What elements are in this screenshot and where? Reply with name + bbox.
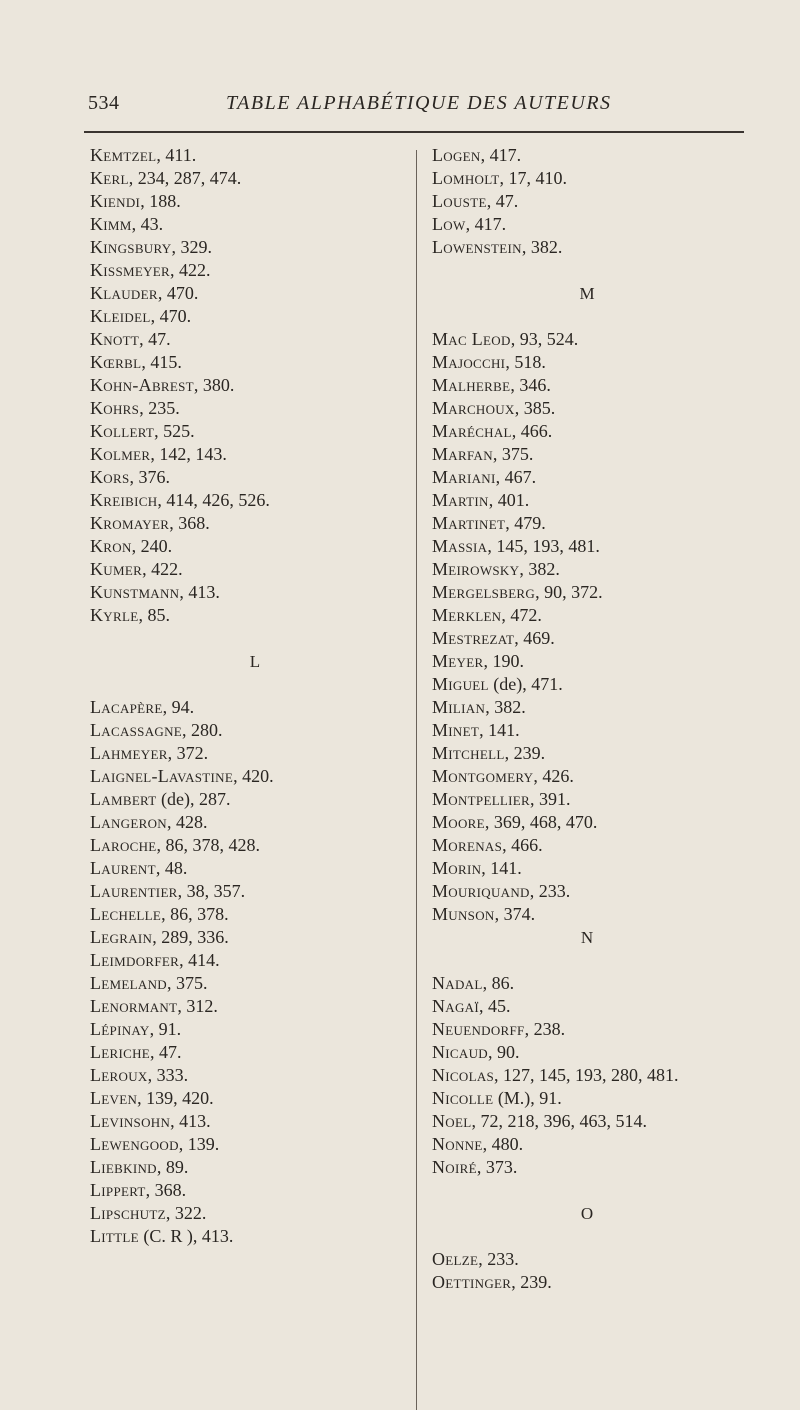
author-name: Langeron [90, 812, 167, 832]
author-name: Morin [432, 858, 482, 878]
index-entry [90, 880, 410, 903]
index-entry [90, 1064, 410, 1087]
index-entry [432, 190, 762, 213]
index-entry [432, 604, 762, 627]
index-entry [432, 972, 762, 995]
page-references: , 47. [486, 191, 519, 211]
index-entry [90, 1202, 410, 1225]
spacer [432, 1225, 762, 1248]
index-entry [90, 466, 410, 489]
index-entry [432, 719, 762, 742]
author-name: Minet [432, 720, 480, 740]
running-title: TABLE ALPHABÉTIQUE DES AUTEURS [226, 92, 612, 114]
page-references: , 420. [233, 766, 274, 786]
index-entry [432, 1248, 762, 1271]
index-entry [432, 765, 762, 788]
index-entry [432, 144, 762, 167]
author-name: Levinsohn [90, 1111, 171, 1131]
index-entry [90, 972, 410, 995]
index-entry [90, 167, 410, 190]
author-name: Lippert [90, 1180, 146, 1200]
author-name: Kohn-Abrest [90, 375, 194, 395]
author-name: Lemeland [90, 973, 167, 993]
author-name: Lewengood [90, 1134, 179, 1154]
page-references: , 518. [505, 352, 546, 372]
author-name: Milian [432, 697, 486, 717]
index-entry [432, 673, 762, 696]
page-references: , 382. [485, 697, 526, 717]
author-name: Legrain [90, 927, 153, 947]
author-name: Lambert [90, 789, 157, 809]
column-divider [416, 150, 417, 1410]
author-name: Kors [90, 467, 130, 487]
author-name: Lenormant [90, 996, 178, 1016]
author-name: Kœrbl [90, 352, 142, 372]
author-name: Lipschutz [90, 1203, 166, 1223]
index-entry [90, 581, 410, 604]
author-name: Lomholt [432, 168, 500, 188]
index-entry [432, 535, 762, 558]
author-name: Kohrs [90, 398, 140, 418]
page-references: , 239. [511, 1272, 552, 1292]
page-references: , 401. [488, 490, 530, 510]
index-entry [90, 374, 410, 397]
author-name: Nicolle [432, 1088, 494, 1108]
index-entry [90, 397, 410, 420]
page-references: , 90, 372. [535, 582, 603, 602]
author-name: Kissmeyer [90, 260, 170, 280]
author-name: Mariani [432, 467, 496, 487]
spacer [432, 949, 762, 972]
author-name: Nagaï [432, 996, 479, 1016]
page-references: , 139. [178, 1134, 220, 1154]
page-references: , 411. [156, 145, 197, 165]
page-references: , 417. [480, 145, 522, 165]
page-references: , 190. [483, 651, 524, 671]
index-entry [432, 328, 762, 351]
index-entry [90, 1087, 410, 1110]
index-entry [432, 627, 762, 650]
author-name: Mergelsberg [432, 582, 536, 602]
page-references: , 47. [150, 1042, 182, 1062]
author-name: Majocchi [432, 352, 506, 372]
author-name: Kollert [90, 421, 155, 441]
index-entry [432, 1271, 762, 1294]
author-name: Oettinger [432, 1272, 512, 1292]
author-name: Meirowsky [432, 559, 520, 579]
author-name: Kromayer [90, 513, 170, 533]
page-references: , 86. [482, 973, 515, 993]
page-references: , 414, 426, 526. [157, 490, 270, 510]
page-references: , 322. [165, 1203, 207, 1223]
index-entry [90, 420, 410, 443]
index-entry [432, 788, 762, 811]
index-entry [90, 742, 410, 765]
page-references: , 375. [166, 973, 208, 993]
index-entry [90, 857, 410, 880]
index-entry [432, 903, 762, 926]
index-entry [432, 834, 762, 857]
page-references: , 470. [157, 283, 199, 303]
page-references: , 372. [167, 743, 209, 763]
page-references: , 333. [147, 1065, 189, 1085]
index-entry [90, 144, 410, 167]
index-entry [90, 305, 410, 328]
page-references: , 238. [524, 1019, 566, 1039]
index-entry [432, 443, 762, 466]
author-name: Noel [432, 1111, 472, 1131]
author-name: Massia [432, 536, 488, 556]
index-entry [432, 1018, 762, 1041]
index-entry [90, 190, 410, 213]
author-name: Lowenstein [432, 237, 522, 257]
author-name: Laignel-Lavastine [90, 766, 234, 786]
author-name: Lépinay [90, 1019, 150, 1039]
author-name: Morenas [432, 835, 503, 855]
index-entry [432, 167, 762, 190]
index-entry [432, 880, 762, 903]
page-references: , 280. [182, 720, 223, 740]
index-entry [90, 1179, 410, 1202]
index-entry [90, 604, 410, 627]
author-name: Kingsbury [90, 237, 172, 257]
spacer [90, 673, 410, 696]
page-references: , 139, 420. [137, 1088, 214, 1108]
index-entry [90, 1110, 410, 1133]
index-entry [90, 788, 410, 811]
index-entry [90, 282, 410, 305]
page-references: , 417. [465, 214, 507, 234]
section-letter: L [249, 652, 261, 671]
author-name: Miguel [432, 674, 489, 694]
index-entry [432, 397, 762, 420]
section-letter: O [580, 1204, 594, 1223]
index-entry [432, 857, 762, 880]
author-name: Martinet [432, 513, 506, 533]
author-name: Kiendi [90, 191, 141, 211]
page-references: , 369, 468, 470. [484, 812, 598, 832]
page-references: , 480. [482, 1134, 524, 1154]
page-references: , 239. [504, 743, 546, 763]
index-entry [90, 535, 410, 558]
index-entry [432, 581, 762, 604]
page-references: , 422. [170, 260, 211, 280]
index-entry [432, 512, 762, 535]
page-references: (M.), 91. [493, 1088, 562, 1108]
index-entry [432, 466, 762, 489]
page-references: (C. R ), 413. [138, 1226, 234, 1246]
author-name: Kemtzel [90, 145, 157, 165]
author-name: Martin [432, 490, 489, 510]
index-entry [90, 1156, 410, 1179]
index-entry [432, 995, 762, 1018]
author-name: Knott [90, 329, 140, 349]
page-references: , 469. [514, 628, 555, 648]
index-entry [90, 1041, 410, 1064]
author-name: Lacassagne [90, 720, 183, 740]
author-name: Louste [432, 191, 487, 211]
page-references: , 426. [533, 766, 574, 786]
page-references: , 188. [140, 191, 181, 211]
page-references: , 48. [155, 858, 188, 878]
author-name: Nicolas [432, 1065, 495, 1085]
page-references: , 86, 378, 428. [156, 835, 261, 855]
index-entry [90, 765, 410, 788]
author-name: Kron [90, 536, 132, 556]
page-references: , 413. [170, 1111, 211, 1131]
spacer [432, 259, 762, 282]
author-name: Noiré [432, 1157, 477, 1177]
page-references: , 368. [145, 1180, 187, 1200]
author-name: Leriche [90, 1042, 151, 1062]
page-references: , 233. [478, 1249, 519, 1269]
index-entry [432, 650, 762, 673]
index-entry [432, 811, 762, 834]
page-references: , 428. [166, 812, 208, 832]
section-letter: M [579, 284, 595, 303]
index-entry [432, 420, 762, 443]
index-entry [432, 1156, 762, 1179]
index-entry [90, 696, 410, 719]
author-name: Kunstmann [90, 582, 180, 602]
page-references: , 380. [193, 375, 235, 395]
page-references: , 415. [141, 352, 182, 372]
page-references: , 346. [510, 375, 551, 395]
index-entry [432, 236, 762, 259]
author-name: Nicaud [432, 1042, 488, 1062]
index-entry [90, 926, 410, 949]
author-name: Laurentier [90, 881, 178, 901]
author-name: Kolmer [90, 444, 151, 464]
spacer [90, 627, 410, 650]
index-entry [432, 489, 762, 512]
author-name: Mouriquand [432, 881, 530, 901]
index-entry [90, 949, 410, 972]
author-name: Montgomery [432, 766, 534, 786]
author-name: Kyrle [90, 605, 139, 625]
author-name: Klauder [90, 283, 158, 303]
page-references: , 142, 143. [150, 444, 227, 464]
index-entry [432, 1133, 762, 1156]
author-name: Kerl [90, 168, 129, 188]
index-entry [90, 834, 410, 857]
author-name: Laurent [90, 858, 156, 878]
page-references: , 145, 193, 481. [487, 536, 600, 556]
author-name: Lechelle [90, 904, 162, 924]
page-references: , 414. [179, 950, 220, 970]
index-entry [90, 213, 410, 236]
index-entry [90, 903, 410, 926]
page-references: , 94. [162, 697, 195, 717]
index-entry [90, 328, 410, 351]
page-references: , 472. [501, 605, 542, 625]
author-name: Mestrezat [432, 628, 515, 648]
author-name: Nadal [432, 973, 483, 993]
right-column [432, 144, 762, 1294]
index-entry [90, 1018, 410, 1041]
index-entry [432, 374, 762, 397]
author-name: Kleidel [90, 306, 151, 326]
page-references: , 89. [156, 1157, 189, 1177]
index-entry [432, 696, 762, 719]
index-entry [432, 742, 762, 765]
page-references: , 422. [142, 559, 183, 579]
author-name: Meyer [432, 651, 484, 671]
author-name: Kimm [90, 214, 132, 234]
author-name: Maréchal [432, 421, 512, 441]
page-references: , 466. [511, 421, 553, 441]
author-name: Neuendorff [432, 1019, 525, 1039]
page-references: , 525. [154, 421, 195, 441]
author-name: Lacapère [90, 697, 163, 717]
author-name: Leven [90, 1088, 138, 1108]
page-references: , 72, 218, 396, 463, 514. [471, 1111, 647, 1131]
index-entry [90, 1133, 410, 1156]
page-references: , 85. [138, 605, 170, 625]
author-name: Nonne [432, 1134, 483, 1154]
author-name: Malherbe [432, 375, 511, 395]
page-references: , 382. [519, 559, 560, 579]
author-name: Mitchell [432, 743, 505, 763]
index-entry [90, 443, 410, 466]
page-references: (de), 471. [488, 674, 563, 694]
author-name: Logen [432, 145, 481, 165]
author-name: Moore [432, 812, 485, 832]
author-name: Kreibich [90, 490, 158, 510]
index-entry [90, 995, 410, 1018]
index-entry [90, 558, 410, 581]
index-entry [432, 351, 762, 374]
page-references: , 233. [529, 881, 571, 901]
header-rule [84, 131, 744, 133]
page-references: , 43. [131, 214, 164, 234]
author-name: Lahmeyer [90, 743, 168, 763]
spacer [432, 1179, 762, 1202]
page-references: , 470. [150, 306, 192, 326]
page-references: , 86, 378. [161, 904, 229, 924]
spacer [432, 305, 762, 328]
page-references: , 382. [521, 237, 563, 257]
page-references: (de), 287. [156, 789, 231, 809]
author-name: Oelze [432, 1249, 479, 1269]
index-entry [90, 1225, 410, 1248]
index-entry [432, 1110, 762, 1133]
page-references: , 38, 357. [177, 881, 246, 901]
page-references: , 93, 524. [510, 329, 579, 349]
page-references: , 466. [502, 835, 543, 855]
index-entry [90, 236, 410, 259]
author-name: Laroche [90, 835, 157, 855]
index-entry [432, 558, 762, 581]
page-references: , 234, 287, 474. [128, 168, 242, 188]
page-references: , 413. [179, 582, 220, 602]
page-references: , 127, 145, 193, 280, 481. [494, 1065, 679, 1085]
index-entry [432, 1041, 762, 1064]
author-name: Montpellier [432, 789, 531, 809]
page-references: , 312. [177, 996, 218, 1016]
page-references: , 47. [139, 329, 171, 349]
page-references: , 385. [514, 398, 556, 418]
index-entry [432, 1087, 762, 1110]
author-name: Munson [432, 904, 495, 924]
index-entry [90, 259, 410, 282]
page-references: , 329. [171, 237, 212, 257]
index-entry [432, 1064, 762, 1087]
page-references: , 91. [149, 1019, 182, 1039]
page-header [88, 92, 742, 122]
page-references: , 373. [476, 1157, 518, 1177]
page-references: , 45. [479, 996, 511, 1016]
index-entry [90, 489, 410, 512]
page-references: , 479. [505, 513, 546, 533]
page-references: , 141. [481, 858, 522, 878]
author-name: Kumer [90, 559, 143, 579]
page-references: , 235. [139, 398, 180, 418]
page-references: , 467. [495, 467, 537, 487]
index-entry [90, 811, 410, 834]
page-references: , 376. [129, 467, 170, 487]
page-references: , 17, 410. [499, 168, 568, 188]
index-entry [432, 213, 762, 236]
page-references: , 368. [169, 513, 210, 533]
page-references: , 240. [131, 536, 173, 556]
index-entry [90, 351, 410, 374]
author-name: Marchoux [432, 398, 515, 418]
author-name: Leroux [90, 1065, 148, 1085]
author-name: Low [432, 214, 466, 234]
author-name: Merklen [432, 605, 502, 625]
author-name: Little [90, 1226, 139, 1246]
index-entry [90, 719, 410, 742]
page-references: , 374. [494, 904, 536, 924]
page-references: , 141. [479, 720, 520, 740]
page-number: 534 [88, 92, 120, 114]
index-entry [90, 512, 410, 535]
page-references: , 90. [487, 1042, 520, 1062]
section-letter: N [580, 928, 594, 947]
page-references: , 391. [530, 789, 571, 809]
page-references: , 375. [492, 444, 534, 464]
page-references: , 289, 336. [152, 927, 229, 947]
left-column [90, 144, 410, 1248]
author-name: Leimdorfer [90, 950, 180, 970]
author-name: Marfan [432, 444, 493, 464]
author-name: Liebkind [90, 1157, 157, 1177]
author-name: Mac Leod [432, 329, 511, 349]
